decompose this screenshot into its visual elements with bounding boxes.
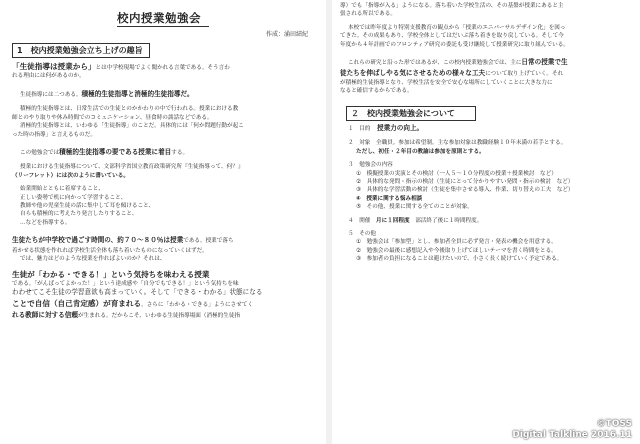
paragraph: わわせてこそ生徒の学習意欲も高まっていく。そして「できる・わかる」状態になる	[12, 288, 263, 296]
quote-line: …などを指導する。	[20, 219, 71, 226]
text: である。授業で落ち	[183, 238, 234, 245]
item-text: 部活終了後に１時間程度。	[415, 217, 483, 224]
document-title: 校内授業勉強会	[117, 10, 209, 27]
paragraph	[12, 148, 318, 159]
paragraph: である。「がんばってよかった！」という達成感や「自分でもできる！」という気持ちを味	[12, 280, 239, 287]
quote-line: 自らも積極的に考えたり発言したりすること、	[20, 211, 138, 218]
emphasis: 「生徒指導は授業から」	[12, 62, 96, 71]
paragraph: 師とのやり取りや休み時間でのコミュニケーション、昼食時の談話などである。	[12, 114, 213, 121]
content-item: ④ 授業に関する悩み相談	[356, 195, 423, 202]
paragraph: 積極的生徒指導とは、日常生活での生徒とのかかわりの中で行われる。授業における教	[20, 106, 239, 113]
item-purpose	[340, 124, 632, 135]
section-1-heading: 1 校内授業勉強会立ち上げの趣旨	[12, 43, 150, 58]
other-item: ③ 参加者の負担になることは避けたいので、小さく長く続けていく予定である。	[356, 256, 563, 263]
other-item: ① 勉強会は「参加型」とし、参加者全員に必ず発言・発表の機会を用意する。	[356, 239, 557, 246]
text: 生徒指導には二つある。	[20, 91, 82, 98]
paragraph: 授業における生徒指導について、文部科学省国立教育政策研究所『生徒指導って、何？』	[20, 164, 244, 171]
text: 。さらに「わかる・できる」ようにさせてく	[141, 301, 253, 308]
emphasis: 生徒たちが中学校で過ごす時間の、約７０～８０％は授業	[12, 236, 184, 245]
item-text: 全職員。参加は希望制。主な参加対象は教職経験１０年未満の若手とする。	[376, 140, 567, 147]
paragraph	[12, 236, 318, 247]
paragraph: 年度から４年計画でのフロンティア研究の委託も受け継続して授業研究に取り組んでいる。	[340, 41, 569, 48]
author-line: 作成：涌田結紀	[265, 31, 308, 38]
content-item: ⑤ その他、授業に関する全てのことが対象。	[356, 204, 473, 211]
paragraph: った時の指導」と言えるものだ。	[12, 131, 96, 138]
text: この勉強会では	[20, 149, 60, 156]
item-text: 月に１回程度	[376, 217, 410, 224]
item-schedule	[340, 217, 632, 225]
other-item: ② 勉強会の最後に感想記入や今後取り上げてほしいテーマを書く時間をとる。	[356, 247, 557, 254]
paragraph: れる理由には何があるのか。	[12, 73, 85, 80]
paragraph	[340, 69, 632, 80]
section-2-heading: ２ 校内授業勉強会について	[346, 106, 476, 121]
copyright-text: ©TOSS	[596, 419, 632, 429]
paragraph: なると確信するからである。	[340, 88, 413, 95]
quote-line: 正しい姿勢で机に向かって学習すること、	[20, 194, 127, 201]
paragraph: 本校では昨年度より特別支援教育の観点から「授業のエニバーサルデザイン化」を図っ	[348, 24, 566, 31]
paragraph: （リーフレット）には次のように書いている。	[12, 172, 129, 179]
text: とは中学校現場でよく聞かれる言葉である。そう言わ	[95, 65, 230, 71]
right-page	[332, 0, 640, 444]
quote-line: 教師や他の児童生徒の話に集中して耳を傾けること、	[20, 203, 155, 210]
paragraph	[340, 58, 632, 69]
paragraph	[12, 90, 318, 101]
emphasis-line: 生徒が「わかる・できる！」という気持ちを味わえる授業	[12, 269, 210, 279]
item-number: ２ 対象	[348, 140, 371, 147]
paragraph: 張される所以である。	[340, 11, 396, 18]
paragraph: 着かせる状態を作れれば学校生活全体も落ち着いたものになっていくはずだ。	[12, 247, 208, 254]
paragraph	[12, 61, 318, 72]
item-text: 授業力の向上。	[376, 123, 424, 132]
paragraph	[12, 311, 318, 322]
item-other-heading: ５ その他	[348, 231, 376, 237]
copyright-watermark	[512, 419, 632, 441]
quote-line: 始業開始とともに着席すること、	[20, 186, 104, 193]
paragraph: が積極的生徒指導となり、学校生活を安全で安心な場所にしていくことに大きな力に	[340, 80, 553, 87]
emphasis: 徒たちを伸ばしやる気にさせるための様々な工夫	[340, 68, 486, 77]
emphasis: れる教師に対する信頼	[12, 310, 78, 319]
paragraph: てきた。その成果もあり、学校全体としてはだいぶ落ち着きを取り戻している。そして今	[340, 33, 564, 40]
content-item: ① 模擬授業の実演とその検討（一人５～１０分程度の授業＋授業検討 など）	[356, 170, 557, 177]
emphasis: 日常の授業で生	[521, 58, 568, 67]
item-target	[340, 139, 632, 147]
text: について取り上げていく。それ	[485, 70, 564, 77]
text: する。	[171, 149, 189, 156]
emphasis: ことで自信（自己肯定感）が育まれる	[12, 298, 142, 308]
publication-text: Digital Talkline 2016.11	[512, 430, 632, 440]
text: これらの研究と沿った形ではあるが、この校内授業勉強会では、主に	[348, 60, 522, 67]
content-item: ③ 具体的な学習活動の検討（生徒を集中させる導入、作業、切り替えの工夫 など）	[356, 187, 574, 194]
item-number: １ 目的	[348, 125, 371, 132]
item-number: ４ 開催	[348, 217, 371, 224]
text: が生まれる。だからこそ、いわゆる生徒指導場面（消極的生徒指	[77, 312, 241, 319]
item-content-heading: ３ 勉強会の内容	[348, 162, 393, 169]
paragraph: では、魅力はどのような授業を作ればよいのか？それは、	[20, 256, 166, 263]
paragraph	[12, 298, 318, 311]
paragraph: 消極的生徒指導とは、いわゆる「生徒指導」のことだ。具体的には「何か問題行動が起こ	[20, 123, 244, 130]
item-target-note: ただし、初任・２年目の教諭は参加を原則とする。	[356, 148, 485, 155]
paragraph: 導）でも「指導が入る」ようになる。落ち着いた学校生活の、その基盤が授業にあると主	[340, 3, 564, 9]
emphasis: 積極的生徒指導と消極的生徒指導だ。	[81, 89, 194, 98]
content-item: ② 具体的な発問・指示の検討（生徒にとって分かりやすい発問・指示の検討 など）	[356, 178, 574, 185]
emphasis: 積極的生徒指導の要である授業に着目	[59, 147, 172, 156]
